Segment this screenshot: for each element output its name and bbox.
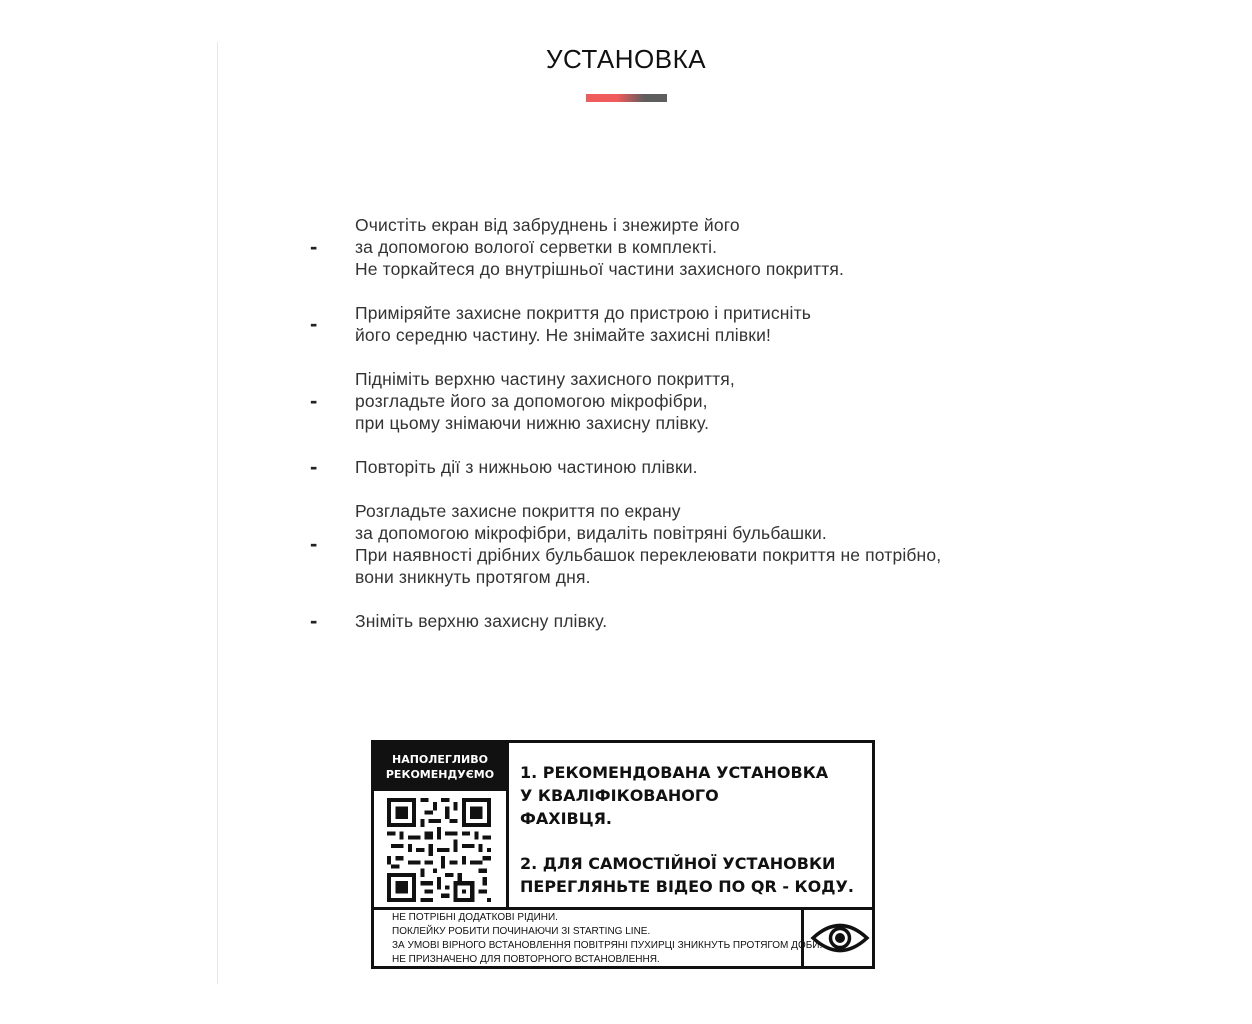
installation-notes (392, 911, 823, 967)
recommendation-line: У КВАЛІФІКОВАНОГО (520, 786, 719, 805)
strongly-recommend-badge (374, 743, 506, 791)
step-4 (310, 456, 1110, 478)
step-line: Приміряйте захисне покриття до пристрою і притисніть (355, 303, 812, 323)
step-marker: - (310, 608, 318, 633)
step-marker: - (310, 388, 318, 413)
step-line: Очистіть екран від забруднень і знежирте його (355, 215, 740, 235)
step-line: при цьому знімаючи нижню захисну плівку. (355, 413, 710, 433)
step-6 (310, 610, 1110, 632)
step-line: за допомогою вологої серветки в комплекті. (355, 237, 718, 257)
step-text (355, 302, 811, 346)
title-accent-bar (586, 94, 667, 102)
recommendation-text (520, 761, 860, 898)
step-marker: - (310, 454, 318, 479)
step-line: Розгладьте захисне покриття по екрану (355, 501, 681, 521)
step-line: розгладьте його за допомогою мікрофібри, (355, 391, 708, 411)
step-text (355, 214, 844, 280)
step-marker: - (310, 311, 318, 336)
recommendation-line: 1. РЕКОМЕНДОВАНА УСТАНОВКА (520, 763, 829, 782)
qr-panel (374, 743, 509, 907)
recommendation-line: 2. ДЛЯ САМОСТІЙНОЇ УСТАНОВКИ (520, 854, 836, 873)
eye-icon (810, 921, 870, 955)
note-line: ЗА УМОВІ ВІРНОГО ВСТАНОВЛЕННЯ ПОВІТРЯНІ ПУХИРЦІ ЗНИКНУТЬ ПРОТЯГОМ ДОБИ. (392, 940, 823, 951)
recommendation-box-top (374, 743, 872, 910)
installation-steps (310, 214, 1110, 654)
step-line: Підніміть верхню частину захисного покриття, (355, 369, 735, 389)
page-title: УСТАНОВКА (545, 44, 707, 74)
step-marker: - (310, 531, 318, 556)
recommendation-line: ПЕРЕГЛЯНЬТЕ ВІДЕО ПО QR - КОДУ. (520, 877, 854, 896)
note-line: НЕ ПОТРІБНІ ДОДАТКОВІ РІДИНИ. (392, 912, 558, 923)
step-2 (310, 302, 1110, 346)
step-line: Повторіть дії з нижньою частиною плівки. (355, 457, 698, 477)
step-line: Не торкайтеся до внутрішньої частини захисного покриття. (355, 259, 844, 279)
step-1 (310, 214, 1110, 280)
recommendation-box (371, 740, 875, 969)
recommendation-line: ФАХІВЦЯ. (520, 809, 612, 828)
step-line: його середню частину. Не знімайте захисні плівки! (355, 325, 772, 345)
step-text (355, 500, 941, 588)
step-marker: - (310, 234, 318, 259)
step-text (355, 610, 607, 632)
step-text (355, 368, 735, 434)
step-line: При наявності дрібних бульбашок переклеювати покриття не потрібно, (355, 545, 942, 565)
step-line: Зніміть верхню захисну плівку. (355, 611, 608, 631)
step-line: вони зникнуть протягом дня. (355, 567, 591, 587)
step-text (355, 456, 698, 478)
note-line: ПОКЛЕЙКУ РОБИТИ ПОЧИНАЮЧИ ЗІ STARTING LINE. (392, 926, 651, 937)
qr-code-icon[interactable] (387, 798, 491, 906)
step-5 (310, 500, 1110, 588)
left-divider (217, 42, 218, 984)
step-3 (310, 368, 1110, 434)
badge-line: РЕКОМЕНДУЄМО (385, 768, 495, 781)
step-line: за допомогою мікрофібри, видаліть повітряні бульбашки. (355, 523, 827, 543)
note-line: НЕ ПРИЗНАЧЕНО ДЛЯ ПОВТОРНОГО ВСТАНОВЛЕННЯ. (392, 954, 660, 965)
badge-line: НАПОЛЕГЛИВО (391, 753, 488, 766)
eye-cell (801, 907, 875, 969)
